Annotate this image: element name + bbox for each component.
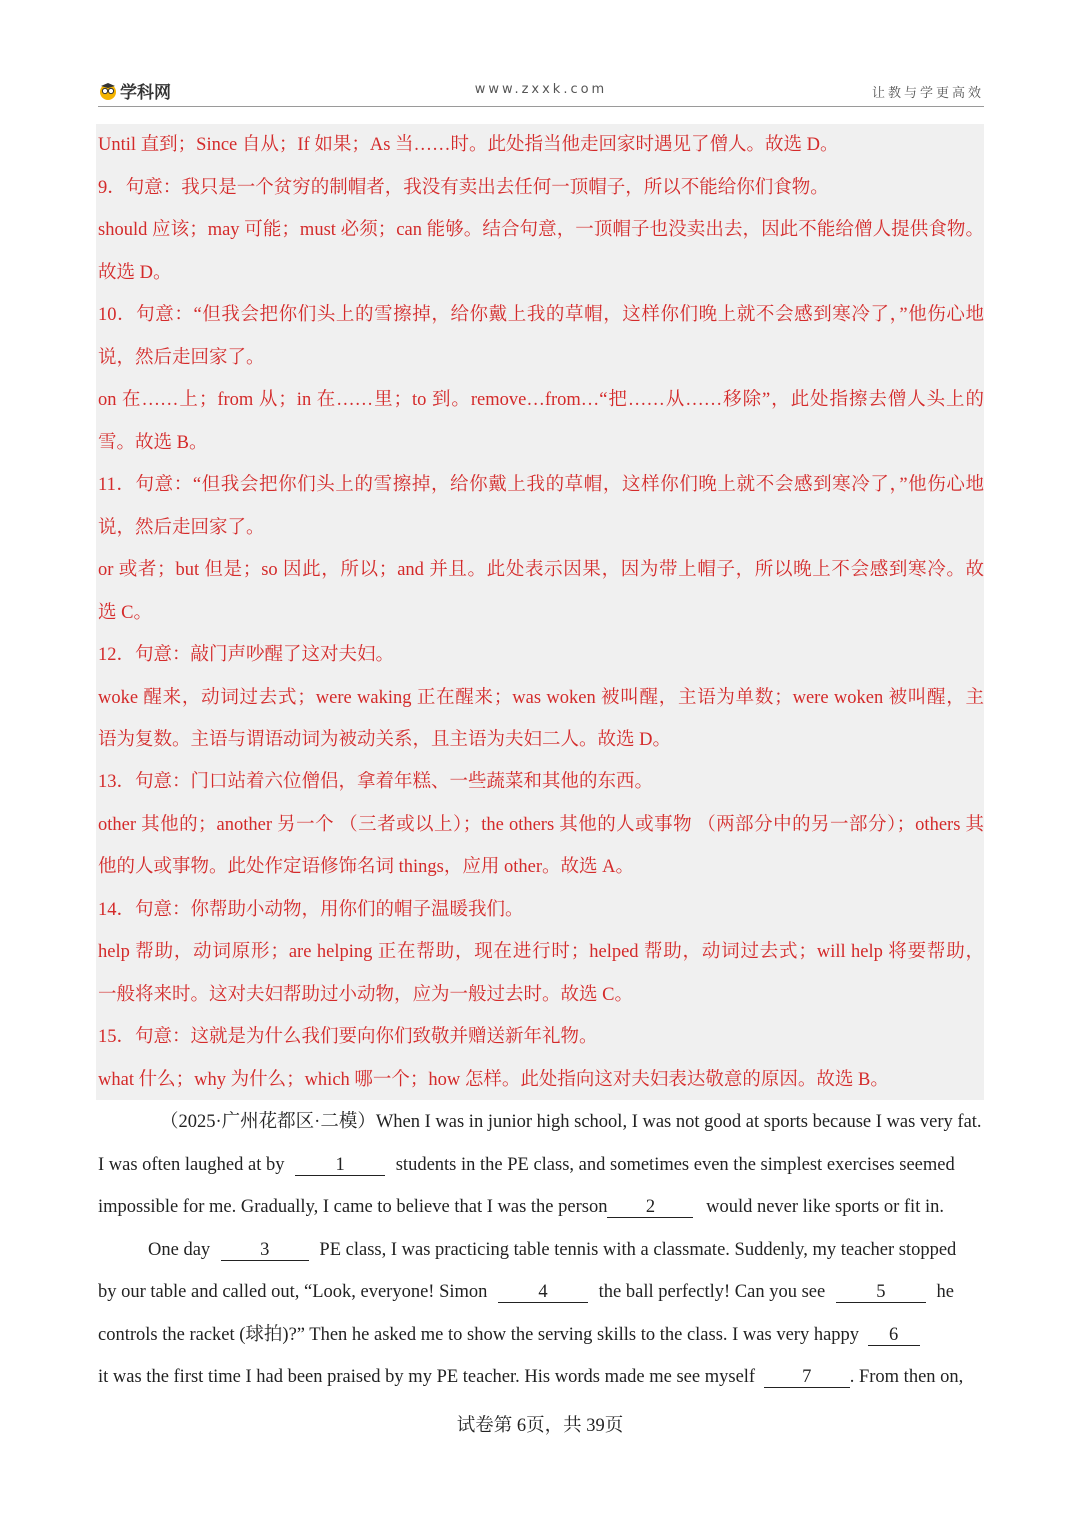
passage-text: by our table and called out, “Look, everyone! Simon bbox=[98, 1282, 488, 1302]
passage-text: it was the first time I had been praised by my PE teacher. His words made me see myself bbox=[98, 1367, 756, 1387]
answer-line: 说，然后走回家了。 bbox=[98, 518, 265, 538]
answer-line: help 帮助，动词原形；are helping 正在帮助，现在进行时；helped 帮助，动词过去式；will help 将要帮助， bbox=[98, 942, 984, 962]
answer-line: or 或者；but 但是；so 因此，所以；and 并且。此处表示因果，因为带上帽子，所以晚上不会感到寒冷。故 bbox=[98, 560, 984, 580]
blank-4: 4 bbox=[498, 1282, 588, 1303]
answer-line: 故选 D。 bbox=[98, 263, 172, 283]
answer-line: 选 C。 bbox=[98, 603, 152, 623]
passage-line bbox=[98, 1153, 986, 1177]
page-number: 试卷第 6页，共 39页 bbox=[456, 1416, 624, 1436]
passage-line bbox=[148, 1238, 984, 1262]
answer-line: woke 醒来，动词过去式；were waking 正在醒来；was woken 被叫醒，主语为单数；were woken 被叫醒，主 bbox=[98, 688, 984, 708]
answer-line: 说，然后走回家了。 bbox=[98, 348, 265, 368]
passage-line bbox=[98, 1323, 986, 1347]
blank-7: 7 bbox=[764, 1367, 850, 1388]
blank-1: 1 bbox=[295, 1155, 385, 1176]
answer-line: 15．句意：这就是为什么我们要向你们致敬并赠送新年礼物。 bbox=[98, 1027, 598, 1047]
passage-line bbox=[98, 1280, 986, 1304]
passage-text: controls the racket (球拍)?” Then he asked me to show the serving skills to the class. I was very happy bbox=[98, 1325, 860, 1345]
blank-3: 3 bbox=[221, 1240, 309, 1261]
answer-line: should 应该；may 可能；must 必须；can 能够。结合句意，一顶帽子也没卖出去，因此不能给僧人提供食物。 bbox=[98, 220, 984, 240]
passage-line: （2025·广州花都区·二模）When I was in junior high school, I was not good at sports because I was very fat. bbox=[160, 1112, 982, 1132]
page-header bbox=[98, 72, 984, 107]
blank-2: 2 bbox=[607, 1197, 693, 1218]
passage-text: One day bbox=[148, 1240, 211, 1260]
answer-line: 13．句意：门口站着六位僧侣，拿着年糕、一些蔬菜和其他的东西。 bbox=[98, 772, 654, 792]
answer-line: Until 直到；Since 自从；If 如果；As 当……时。此处指当他走回家时遇见了僧人。故选 D。 bbox=[98, 135, 839, 155]
passage-text: . From then on, bbox=[849, 1367, 964, 1387]
answer-line: 语为复数。主语与谓语动词为被动关系，且主语为夫妇二人。故选 D。 bbox=[98, 730, 671, 750]
answer-line: 11．句意：“但我会把你们头上的雪擦掉，给你戴上我的草帽，这样你们晚上就不会感到寒冷了，”他伤心地 bbox=[98, 475, 984, 495]
passage-text: students in the PE class, and sometimes even the simplest exercises seemed bbox=[395, 1155, 955, 1175]
answer-line: 14．句意：你帮助小动物，用你们的帽子温暖我们。 bbox=[98, 900, 524, 920]
blank-5: 5 bbox=[836, 1282, 926, 1303]
answer-line: 10．句意：“但我会把你们头上的雪擦掉，给你戴上我的草帽，这样你们晚上就不会感到寒冷了，”他伤心地 bbox=[98, 305, 984, 325]
slogan: 让教与学更高效 bbox=[871, 86, 984, 101]
site-url: www.zxxk.com bbox=[474, 82, 608, 97]
answer-line: what 什么；why 为什么；which 哪一个；how 怎样。此处指向这对夫妇表达敬意的原因。故选 B。 bbox=[98, 1070, 889, 1090]
passage-text: would never like sports or fit in. bbox=[706, 1197, 944, 1217]
passage-text: impossible for me. Gradually, I came to believe that I was the person bbox=[98, 1197, 608, 1217]
answer-line: 9．句意：我只是一个贫穷的制帽者，我没有卖出去任何一顶帽子，所以不能给你们食物。 bbox=[98, 178, 829, 198]
passage-text: he bbox=[936, 1282, 954, 1302]
logo-text: 学科网 bbox=[120, 83, 171, 103]
passage-text: the ball perfectly! Can you see bbox=[598, 1282, 826, 1302]
passage-text: I was often laughed at by bbox=[98, 1155, 285, 1175]
answer-line: 雪。故选 B。 bbox=[98, 433, 208, 453]
passage-text: PE class, I was practicing table tennis with a classmate. Suddenly, my teacher stopped bbox=[319, 1240, 957, 1260]
answer-line: 一般将来时。这对夫妇帮助过小动物，应为一般过去时。故选 C。 bbox=[98, 985, 633, 1005]
passage-line bbox=[98, 1195, 986, 1219]
answer-line: other 其他的；another 另一个 （三者或以上）；the others 其他的人或事物 （两部分中的另一部分）；others 其 bbox=[98, 815, 984, 835]
answer-line: 12．句意：敲门声吵醒了这对夫妇。 bbox=[98, 645, 395, 665]
answer-line: on 在……上；from 从；in 在……里；to 到。remove…from…“把……从……移除”，此处指擦去僧人头上的 bbox=[98, 390, 984, 410]
blank-6: 6 bbox=[868, 1325, 920, 1346]
passage-line bbox=[98, 1365, 986, 1389]
answer-line: 他的人或事物。此处作定语修饰名词 things，应用 other。故选 A。 bbox=[98, 857, 634, 877]
